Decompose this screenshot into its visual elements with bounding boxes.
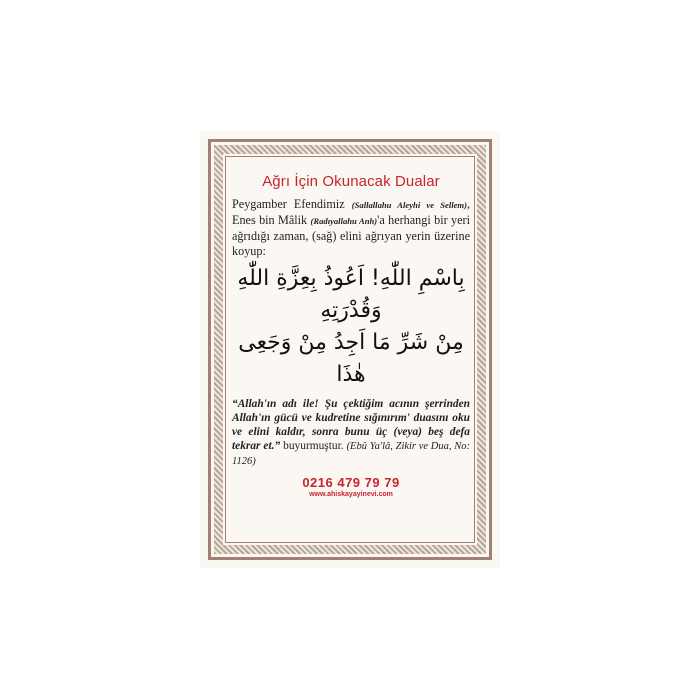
intro-text-3: 'a herhangi bir yeri ağrıdığı zaman, (sağ) elini ağrıyan yerin üzerine koyup:	[232, 213, 470, 258]
translation-after: buyurmuştur.	[280, 440, 347, 452]
intro-text-2: , Enes bin Mâlik	[232, 197, 471, 227]
intro-honorific-1: (Sallallahu Aleyhi ve Sellem)	[351, 200, 467, 210]
intro-text-1: Peygamber Efendimiz	[232, 197, 352, 211]
arabic-prayer	[232, 263, 470, 391]
website-url: www.ahiskayayinevi.com	[309, 491, 393, 498]
arabic-line-2: مِنْ شَرِّ مَا اَجِدُ مِنْ وَجَعِى هٰذَا	[238, 330, 464, 387]
phone-number: 0216 479 79 79	[302, 475, 400, 490]
intro-paragraph	[232, 197, 470, 259]
translation-quote: “Allah'ın adı ile! Şu çektiğim acının şerrinden Allah'ın gücü ve kudretine sığınırım' duasını oku ve elini kaldır, sonra bunu üç (veya) beş defa tekrar et.”	[232, 398, 470, 452]
card-content	[232, 173, 470, 498]
translation-paragraph	[232, 397, 470, 469]
arabic-line-1: بِاسْمِ اللّٰهِ! اَعُوذُ بِعِزَّةِ اللّٰهِ وَقُدْرَتِهِ	[237, 266, 465, 323]
card-title: Ağrı İçin Okunacak Dualar	[262, 173, 440, 190]
prayer-card	[200, 131, 500, 568]
hadith-source: (Ebû Ya'lâ, Zikir ve Dua, No: 1126)	[232, 441, 470, 467]
intro-honorific-2: (Radıyallahu Anh)	[310, 216, 378, 226]
